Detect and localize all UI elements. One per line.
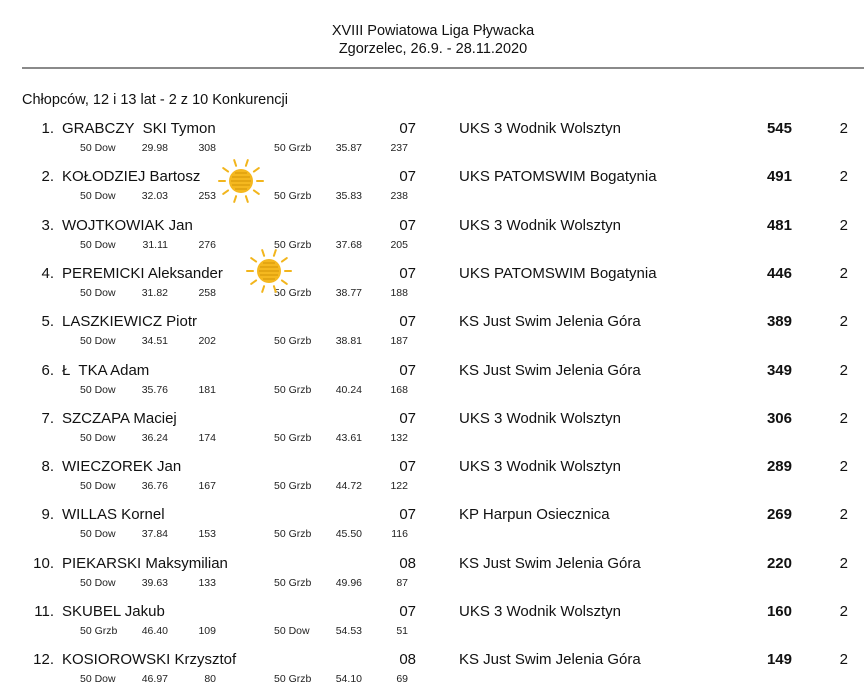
result-place: 10. [33,554,54,572]
total-points: 149 [766,651,792,669]
swimmer-name: KOSIOROWSKI Krzysztof [62,651,237,669]
event-1-points: 133 [198,576,216,589]
event-1-points: 109 [198,625,216,637]
event-2-points: 116 [391,528,408,541]
total-points: 220 [766,554,792,572]
event-1-name: 50 Dow [80,673,116,686]
swimmer-name: WILLAS Kornel [62,506,165,524]
total-points: 545 [766,120,792,137]
event-1-name: 50 Dow [80,286,116,299]
starts-count: 2 [839,409,848,427]
header-divider [22,67,864,69]
result-row [0,506,866,550]
document-header [0,22,866,58]
event-2-time: 45.50 [335,528,362,541]
total-points: 491 [766,168,792,186]
total-points: 160 [766,603,792,620]
birth-year: 07 [399,168,416,186]
birth-year: 07 [399,120,416,137]
total-points: 446 [766,264,792,282]
result-place: 12. [33,651,54,669]
result-row [0,120,866,164]
result-place: 7. [41,409,54,427]
event-2-time: 43.61 [335,431,362,444]
event-2-points: 87 [396,576,408,589]
result-row [0,603,866,647]
event-2-name: 50 Grzb [274,286,312,299]
starts-count: 2 [839,458,848,476]
result-row [0,217,866,261]
starts-count: 2 [839,361,848,379]
event-1-time: 31.82 [141,286,168,299]
club-name: KP Harpun Osiecznica [459,506,610,524]
birth-year: 07 [399,264,416,282]
event-2-time: 40.24 [335,383,362,396]
event-1-time: 32.03 [141,190,168,203]
event-1-time: 34.51 [141,335,168,348]
event-2-time: 44.72 [335,480,362,493]
birth-year: 08 [399,554,416,572]
result-row [0,458,866,502]
club-name: KS Just Swim Jelenia Góra [459,651,641,669]
starts-count: 2 [839,120,848,137]
birth-year: 07 [399,313,416,331]
event-1-time: 36.24 [141,431,168,444]
club-name: KS Just Swim Jelenia Góra [459,313,641,331]
starts-count: 2 [839,506,848,524]
starts-count: 2 [839,313,848,331]
event-1-points: 253 [198,190,216,203]
event-1-points: 167 [198,480,216,493]
total-points: 349 [766,361,792,379]
event-2-points: 51 [396,625,408,637]
starts-count: 2 [839,651,848,669]
document-subtitle: Zgorzelec, 26.9. - 28.11.2020 [338,41,528,57]
starts-count: 2 [839,216,848,234]
event-2-points: 168 [390,383,408,396]
result-place: 1. [41,120,54,137]
birth-year: 07 [399,603,416,620]
event-2-time: 35.87 [335,142,362,154]
result-place: 8. [41,458,54,476]
result-place: 4. [41,264,54,282]
event-2-points: 205 [390,238,408,251]
event-1-time: 36.76 [141,480,168,493]
result-place: 11. [34,603,54,620]
result-place: 9. [41,506,54,524]
event-2-time: 38.77 [335,286,362,299]
event-2-time: 38.81 [335,335,362,348]
category-heading: Chłopców, 12 i 13 lat - 2 z 10 Konkurencji [22,92,288,108]
event-2-name: 50 Dow [274,625,310,637]
result-place: 3. [41,216,54,234]
club-name: UKS PATOMSWIM Bogatynia [459,168,657,186]
event-1-name: 50 Grzb [80,625,118,637]
event-1-points: 181 [198,383,216,396]
event-1-time: 29.98 [141,142,168,154]
event-2-points: 238 [390,190,408,203]
total-points: 269 [766,506,792,524]
result-row [0,555,866,599]
club-name: UKS 3 Wodnik Wolsztyn [459,120,622,137]
club-name: UKS 3 Wodnik Wolsztyn [459,458,622,476]
event-1-points: 276 [198,238,216,251]
event-2-points: 187 [390,335,408,348]
result-row [0,313,866,357]
birth-year: 07 [399,409,416,427]
club-name: UKS 3 Wodnik Wolsztyn [459,603,622,620]
event-1-name: 50 Dow [80,238,116,251]
event-1-name: 50 Dow [80,480,116,493]
club-name: KS Just Swim Jelenia Góra [459,361,641,379]
event-2-time: 35.83 [335,190,362,203]
event-2-time: 54.53 [335,625,362,637]
event-2-name: 50 Grzb [274,431,312,444]
swimmer-name: Ł TKA Adam [62,361,150,379]
club-name: KS Just Swim Jelenia Góra [459,554,641,572]
event-1-points: 308 [198,142,216,154]
result-row [0,651,866,695]
event-2-name: 50 Grzb [274,528,312,541]
total-points: 306 [766,409,792,427]
event-2-points: 122 [390,480,408,493]
birth-year: 07 [399,361,416,379]
club-name: UKS 3 Wodnik Wolsztyn [459,216,622,234]
event-1-points: 202 [198,335,216,348]
result-place: 2. [41,168,54,186]
event-2-name: 50 Grzb [274,335,312,348]
result-row [0,362,866,406]
swimmer-name: WIECZOREK Jan [62,458,182,476]
event-2-name: 50 Grzb [274,480,312,493]
starts-count: 2 [839,168,848,186]
event-2-points: 69 [396,673,408,686]
swimmer-name: SKUBEL Jakub [62,603,165,620]
event-1-points: 174 [198,431,216,444]
event-1-points: 153 [198,528,216,541]
total-points: 289 [766,458,792,476]
result-place: 5. [41,313,54,331]
swimmer-name: KOŁODZIEJ Bartosz [62,168,201,186]
starts-count: 2 [839,554,848,572]
result-row [0,410,866,454]
event-2-points: 188 [390,286,408,299]
event-1-points: 258 [198,286,216,299]
event-1-name: 50 Dow [80,431,116,444]
event-1-name: 50 Dow [80,142,116,154]
birth-year: 07 [399,506,416,524]
starts-count: 2 [839,603,848,620]
total-points: 481 [766,216,792,234]
swimmer-name: GRABCZY SKI Tymon [62,120,216,137]
event-1-name: 50 Dow [80,335,116,348]
swimmer-name: PIEKARSKI Maksymilian [62,554,228,572]
event-2-time: 49.96 [335,576,362,589]
birth-year: 07 [399,216,416,234]
event-1-name: 50 Dow [80,190,116,203]
event-1-time: 46.40 [141,625,168,637]
event-2-time: 37.68 [335,238,362,251]
swimmer-name: WOJTKOWIAK Jan [62,216,193,234]
event-1-name: 50 Dow [80,576,116,589]
event-1-time: 37.84 [141,528,168,541]
event-1-time: 31.11 [142,238,168,251]
total-points: 389 [766,313,792,331]
event-2-time: 54.10 [335,673,362,686]
birth-year: 07 [399,458,416,476]
event-2-name: 50 Grzb [274,673,312,686]
document-title: XVIII Powiatowa Liga Pływacka [331,23,535,39]
event-1-name: 50 Dow [80,383,116,396]
event-2-name: 50 Grzb [274,190,312,203]
event-2-name: 50 Grzb [274,576,312,589]
sun-sticker-icon [244,246,294,296]
event-2-name: 50 Grzb [274,383,312,396]
event-1-time: 39.63 [141,576,168,589]
result-row [0,265,866,309]
swimmer-name: LASZKIEWICZ Piotr [62,313,198,331]
event-2-name: 50 Grzb [274,238,312,251]
result-row [0,168,866,212]
event-1-points: 80 [204,673,216,686]
event-2-name: 50 Grzb [274,142,312,154]
swimmer-name: PEREMICKI Aleksander [62,264,223,282]
result-place: 6. [41,361,54,379]
sun-sticker-icon [216,156,266,206]
starts-count: 2 [839,264,848,282]
club-name: UKS 3 Wodnik Wolsztyn [459,409,622,427]
event-1-time: 35.76 [141,383,168,396]
event-1-time: 46.97 [141,673,168,686]
event-2-points: 132 [390,431,408,444]
swimmer-name: SZCZAPA Maciej [62,409,177,427]
birth-year: 08 [399,651,416,669]
club-name: UKS PATOMSWIM Bogatynia [459,264,657,282]
event-1-name: 50 Dow [80,528,116,541]
event-2-points: 237 [390,142,408,154]
